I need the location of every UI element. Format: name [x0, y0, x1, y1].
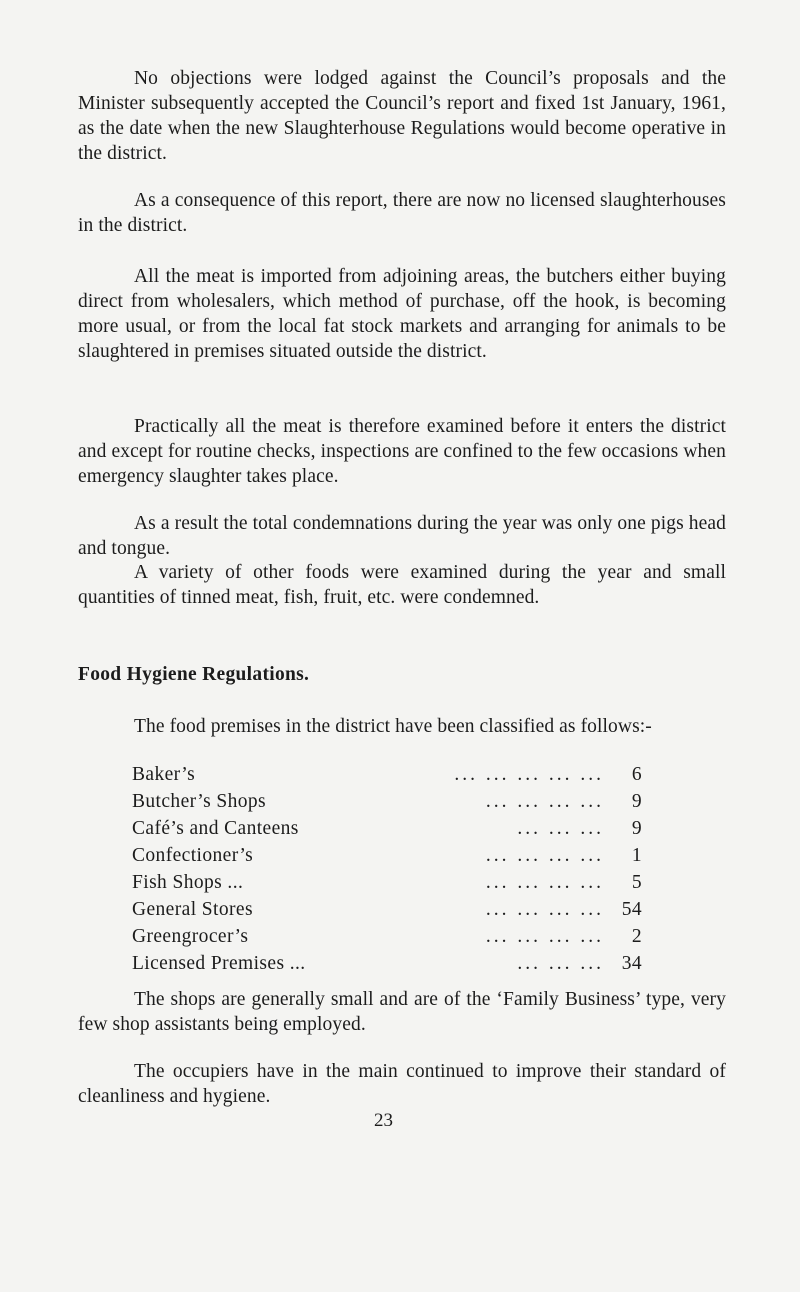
premises-name: Café’s and Canteens [132, 818, 299, 839]
premises-name: Greengrocer’s [132, 926, 249, 947]
leader-dots: ... ... ... [517, 818, 604, 839]
table-row [132, 869, 642, 896]
premises-name: Butcher’s Shops [132, 791, 267, 812]
leader-dots: ... ... ... [517, 953, 604, 974]
table-row [132, 950, 642, 977]
paragraph-no-licensed-slaughterhouses: As a consequence of this report, there are now no licensed slaughterhouses in the district. [78, 190, 726, 236]
premises-count: 34 [621, 953, 642, 974]
paragraph-meat-imported: All the meat is imported from adjoining areas, the butchers either buying direct from wholesalers, which method of purchase, off the hook, is becoming more usual, or from the local fat stock markets and arranging for animals to be slaughtered in premises situated outside the district. [78, 266, 726, 362]
paragraph-condemnations: As a result the total condemnations during the year was only one pigs head and tongue. [78, 513, 726, 559]
premises-count: 9 [631, 818, 642, 839]
page-number: 23 [374, 1110, 393, 1131]
table-row [132, 842, 642, 869]
premises-count: 6 [631, 764, 642, 785]
premises-count: 5 [631, 872, 642, 893]
table-row [132, 761, 642, 788]
paragraph-other-foods: A variety of other foods were examined during the year and small quantities of tinned meat, fish, fruit, etc. were condemned. [78, 562, 726, 608]
paragraph-meat-examined: Practically all the meat is therefore examined before it enters the district and except for routine checks, inspections are confined to the few occasions when emergency slaughter takes place. [78, 416, 726, 487]
premises-count: 9 [631, 791, 642, 812]
leader-dots: ... ... ... ... [485, 926, 604, 947]
premises-name: Baker’s [132, 764, 196, 785]
leader-dots: ... ... ... ... [485, 899, 604, 920]
section-heading-food-hygiene: Food Hygiene Regulations. [78, 664, 310, 685]
paragraph-regulations-accepted: No objections were lodged against the Council’s proposals and the Minister subsequently accepted the Council’s report and fixed 1st January, 1961, as the date when the new Slaughterhouse Regulations would become operative in the district. [78, 68, 726, 164]
paragraph-premises-intro: The food premises in the district have been classified as follows:- [134, 716, 652, 737]
table-row [132, 896, 642, 923]
leader-dots: ... ... ... ... [485, 845, 604, 866]
leader-dots: ... ... ... ... [485, 872, 604, 893]
paragraph-cleanliness: The occupiers have in the main continued to improve their standard of cleanliness and hygiene. [78, 1061, 726, 1107]
premises-name: Fish Shops ... [132, 872, 244, 893]
premises-count: 1 [631, 845, 642, 866]
premises-name: Licensed Premises ... [132, 953, 306, 974]
premises-name: Confectioner’s [132, 845, 254, 866]
leader-dots: ... ... ... ... [485, 791, 604, 812]
table-row [132, 815, 642, 842]
premises-count: 54 [621, 899, 642, 920]
table-row [132, 788, 642, 815]
premises-name: General Stores [132, 899, 253, 920]
premises-table [132, 761, 642, 977]
premises-count: 2 [631, 926, 642, 947]
leader-dots: ... ... ... ... ... [454, 764, 604, 785]
table-row [132, 923, 642, 950]
paragraph-family-business: The shops are generally small and are of the ‘Family Business’ type, very few shop assistants being employed. [78, 989, 726, 1035]
